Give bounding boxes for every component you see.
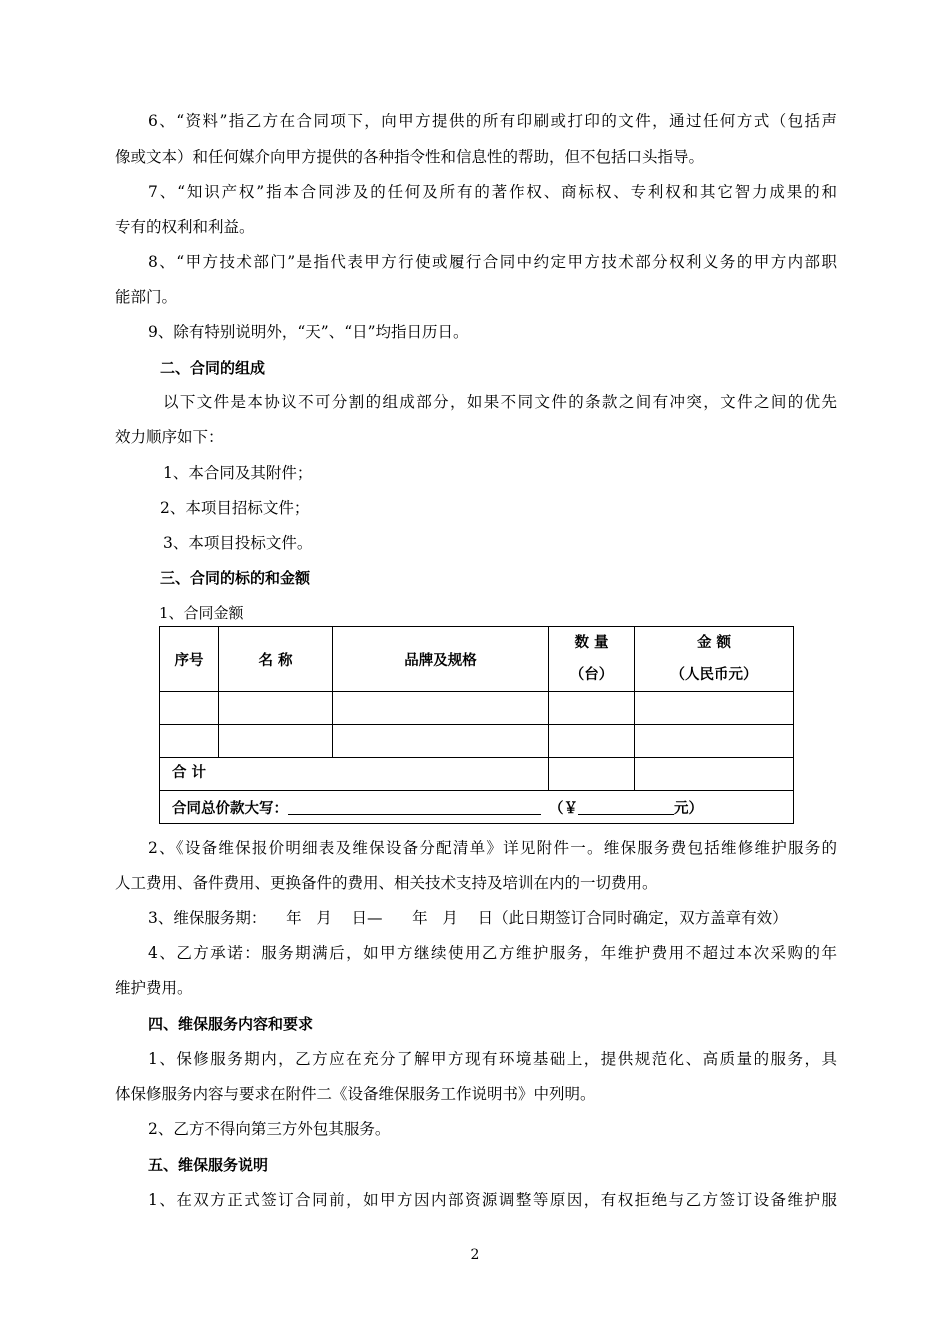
currency-close: 元） <box>674 800 703 817</box>
page-number: 2 <box>470 1247 480 1263</box>
section3-heading: 三、合同的标的和金额 <box>160 569 311 587</box>
header-qty-line1: 数 量 <box>574 635 609 651</box>
table-row <box>160 692 794 725</box>
header-name: 名 称 <box>219 627 333 692</box>
section3-item3: 3、维保服务期： 年 月 日— 年 月 日（此日期签订合同时确定，双方盖章有效） <box>148 909 788 927</box>
table-cell <box>635 725 794 758</box>
section4-item1-line1: 1、保修服务期内，乙方应在充分了解甲方现有环境基础上，提供规范化、高质量的服务，具 <box>148 1050 837 1068</box>
section5-heading: 五、维保服务说明 <box>148 1156 269 1174</box>
amount-blank <box>578 800 674 815</box>
section4-heading: 四、维保服务内容和要求 <box>148 1015 314 1033</box>
contract-amount-table <box>159 626 794 824</box>
def-item8-line1: 8、“甲方技术部门”是指代表甲方行使或履行合同中约定甲方技术部分权利义务的甲方内部职 <box>148 253 837 271</box>
total-label: 合 计 <box>160 758 549 791</box>
section2-heading: 二、合同的组成 <box>160 359 266 377</box>
table-cell <box>333 692 549 725</box>
section2-intro-line1: 以下文件是本协议不可分割的组成部分，如果不同文件的条款之间有冲突，文件之间的优先 <box>163 393 837 411</box>
currency-open: （￥ <box>549 800 578 817</box>
section4-item2: 2、乙方不得向第三方外包其服务。 <box>148 1120 391 1138</box>
header-brand: 品牌及规格 <box>333 627 549 692</box>
section2-intro-line2: 效力顺序如下： <box>115 428 224 446</box>
header-qty <box>549 627 635 692</box>
table-cell <box>219 692 333 725</box>
section3-item4-line1: 4、乙方承诺：服务期满后，如甲方继续使用乙方维护服务，年维护费用不超过本次采购的年 <box>148 944 837 962</box>
capital-label: 合同总价款大写： <box>172 800 288 817</box>
header-amount-line2: （人民币元） <box>670 667 758 683</box>
def-item6-line2: 像或文本）和任何媒介向甲方提供的各种指令性和信息性的帮助，但不包括口头指导。 <box>115 148 705 166</box>
table-cell <box>333 725 549 758</box>
header-amount <box>635 627 794 692</box>
total-amount-cell <box>635 758 794 791</box>
section4-item1-line2: 体保修服务内容与要求在附件二《设备维保服务工作说明书》中列明。 <box>115 1085 596 1103</box>
def-item8-line2: 能部门。 <box>115 288 178 306</box>
section3-item4-line2: 维护费用。 <box>115 979 193 997</box>
capital-cell <box>160 791 794 824</box>
table-cell <box>160 692 219 725</box>
table-cell <box>635 692 794 725</box>
header-qty-line2: （台） <box>569 667 614 683</box>
section3-item2-line2: 人工费用、备件费用、更换备件的费用、相关技术支持及培训在内的一切费用。 <box>115 874 658 892</box>
table-cell <box>219 725 333 758</box>
table-row <box>160 725 794 758</box>
def-item6-line1: 6、“资料”指乙方在合同项下，向甲方提供的所有印刷或打印的文件，通过任何方式（包括声 <box>148 112 837 130</box>
capital-blank <box>288 800 541 815</box>
section2-item1: 1、本合同及其附件； <box>163 464 313 482</box>
total-qty-cell <box>549 758 635 791</box>
capital-row <box>160 791 794 824</box>
table-cell <box>549 725 635 758</box>
def-item9: 9、除有特别说明外，“天”、“日”均指日历日。 <box>148 323 469 341</box>
total-row <box>160 758 794 791</box>
table-cell <box>160 725 219 758</box>
table-cell <box>549 692 635 725</box>
section2-item3: 3、本项目投标文件。 <box>163 534 313 552</box>
header-amount-line1: 金 额 <box>696 635 732 651</box>
def-item7-line2: 专有的权利和利益。 <box>115 218 255 236</box>
header-no: 序号 <box>160 627 219 692</box>
section3-item2-line1: 2、《设备维保报价明细表及维保设备分配清单》详见附件一。维保服务费包括维修维护服务的 <box>148 839 837 857</box>
section2-item2: 2、本项目招标文件； <box>160 499 310 517</box>
section5-item1-line1: 1、在双方正式签订合同前，如甲方因内部资源调整等原因，有权拒绝与乙方签订设备维护服 <box>148 1191 837 1209</box>
section3-sub1: 1、合同金额 <box>159 604 244 622</box>
def-item7-line1: 7、“知识产权”指本合同涉及的任何及所有的著作权、商标权、专利权和其它智力成果的和 <box>148 183 837 201</box>
table-header-row <box>160 627 794 692</box>
